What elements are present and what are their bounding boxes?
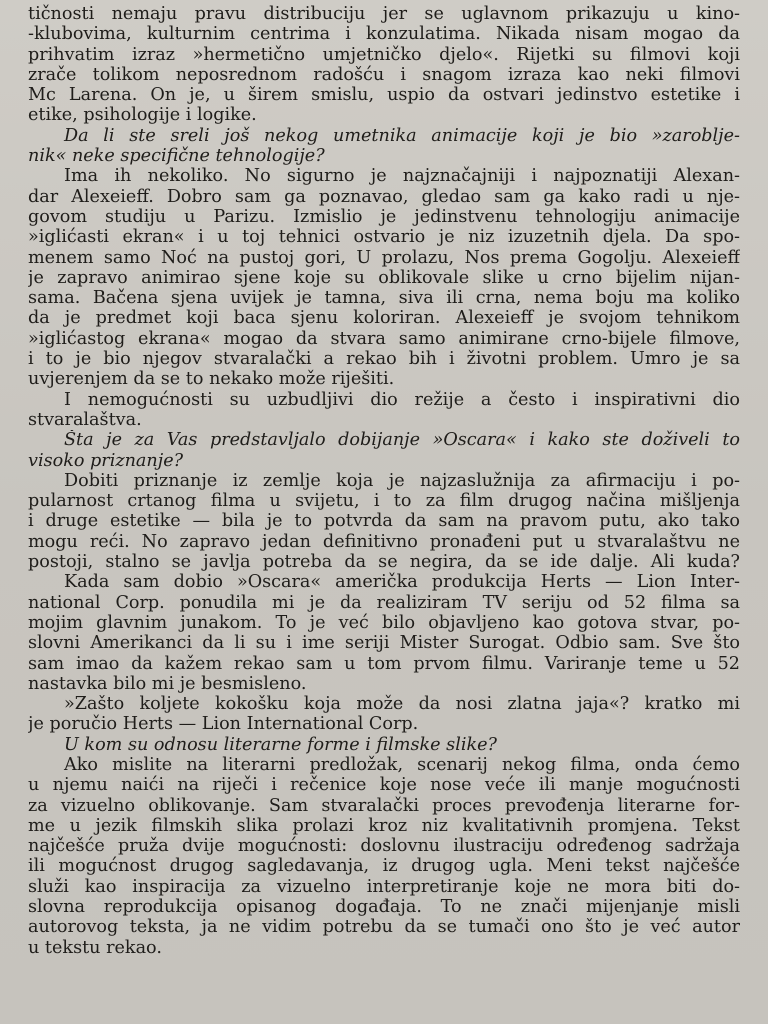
text-line: etike, psihologije i logike. xyxy=(28,105,257,126)
text-line: postoji, stalno se javlja potreba da se negira, da se ide dalje. Ali kuda? xyxy=(28,552,740,573)
text-line: slovna reprodukcija opisanog događaja. To ne znači mijenjanje misli xyxy=(28,897,740,918)
question-line: Šta je za Vas predstavljalo dobijanje »Oscara« i kako ste doživeli to xyxy=(64,430,740,451)
text-line: »Zašto koljete kokošku koja može da nosi zlatna jaja«? kratko mi xyxy=(64,694,740,715)
text-line: je poručio Herts — Lion International Corp. xyxy=(28,714,419,735)
text-line: sama. Bačena sjena uvijek je tamna, siva ili crna, nema boju ma koliko xyxy=(28,288,740,309)
text-line: najčešće pruža dvije mogućnosti: doslovnu ilustraciju određenog sadržaja xyxy=(28,836,740,857)
text-line: Ima ih nekoliko. No sigurno je najznačajniji i najpoznatiji Alexan- xyxy=(64,166,740,187)
text-line: Ako mislite na literarni predložak, scenarij nekog filma, onda ćemo xyxy=(64,754,740,775)
text-line: slovni Amerikanci da li su i ime seriji Mister Surogat. Odbio sam. Sve što xyxy=(28,633,740,654)
text-line: pularnost crtanog filma u svijetu, i to za film drugog načina mišljenja xyxy=(28,491,740,512)
text-line: sam imao da kažem rekao sam u tom prvom filmu. Variranje teme u 52 xyxy=(28,653,740,674)
text-line: stvaralaštva. xyxy=(28,409,142,430)
text-line: »iglićastog ekrana« mogao da stvara samo animirane crno-bijele filmove, xyxy=(28,328,740,349)
text-line: mojim glavnim junakom. To je već bilo objavljeno kao gotova stvar, po- xyxy=(28,612,740,633)
text-line: služi kao inspiracija za vizuelno interpretiranje koje ne mora biti do- xyxy=(28,876,740,897)
text-line: Mc Larena. On je, u širem smislu, uspio da ostvari jedinstvo estetike i xyxy=(28,85,740,106)
question-line: Da li ste sreli još nekog umetnika animacije koji je bio »zaroblje- xyxy=(64,125,740,146)
question-line: nik« neke specifične tehnologije? xyxy=(28,146,325,167)
text-line: i druge estetike — bila je to potvrda da sam na pravom putu, ako tako xyxy=(28,511,740,532)
text-line: nastavka bilo mi je besmisleno. xyxy=(28,673,307,694)
text-line: »iglićasti ekran« i u toj tehnici ostvario je niz izuzetnih djela. Da spo- xyxy=(28,227,740,248)
text-line: me u jezik filmskih slika prolazi kroz niz kvalitativnih promjena. Tekst xyxy=(28,815,740,836)
question-line: visoko priznanje? xyxy=(28,450,184,471)
text-line: prihvatim izraz »hermetično umjetničko djelo«. Rijetki su filmovi koji xyxy=(28,44,740,65)
text-line: menem samo Noć na pustoj gori, U prolazu, Nos prema Gogolju. Alexeieff xyxy=(28,247,740,268)
text-line: autorovog teksta, ja ne vidim potrebu da se tumači ono što je već autor xyxy=(28,917,740,938)
text-line: ili mogućnost drugog sagledavanja, iz drugog ugla. Meni tekst najčešće xyxy=(28,856,740,877)
text-line: Dobiti priznanje iz zemlje koja je najzaslužnija za afirmaciju i po- xyxy=(64,470,740,491)
text-line: I nemogućnosti su uzbudljivi dio režije a često i inspirativni dio xyxy=(64,389,740,410)
text-line: u njemu naići na riječi i rečenice koje nose veće ili manje mogućnosti xyxy=(28,775,740,796)
text-line: i to je bio njegov stvaralački a rekao bih i životni problem. Umro je sa xyxy=(28,349,740,370)
interview-text xyxy=(28,4,740,958)
text-line: za vizuelno oblikovanje. Sam stvaralački proces prevođenja literarne for- xyxy=(28,795,740,816)
text-line: Kada sam dobio »Oscara« američka produkcija Herts — Lion Inter- xyxy=(64,572,740,593)
text-line: zrače tolikom neposrednom radošću i snagom izraza kao neki filmovi xyxy=(28,64,740,85)
text-line: tičnosti nemaju pravu distribuciju jer se uglavnom prikazuju u kino- xyxy=(28,4,740,24)
text-line: da je predmet koji baca sjenu koloriran. Alexeieff je svojom tehnikom xyxy=(28,308,740,329)
text-line: national Corp. ponudila mi je da realiziram TV seriju od 52 filma sa xyxy=(28,592,740,613)
text-line: u tekstu rekao. xyxy=(28,937,162,958)
text-line: -klubovima, kulturnim centrima i konzulatima. Nikada nisam mogao da xyxy=(28,24,740,45)
text-line: uvjerenjem da se to nekako može riješiti. xyxy=(28,369,395,390)
text-line: govom studiju u Parizu. Izmislio je jedinstvenu tehnologiju animacije xyxy=(28,206,740,227)
question-line: U kom su odnosu literarne forme i filmske slike? xyxy=(64,734,497,755)
text-line: je zapravo animirao sjene koje su oblikovale slike u crno bijelim nijan- xyxy=(28,267,740,288)
text-line: mogu reći. No zapravo jedan definitivno pronađeni put u stvaralaštvu ne xyxy=(28,531,740,552)
text-line: dar Alexeieff. Dobro sam ga poznavao, gledao sam ga kako radi u nje- xyxy=(28,186,740,207)
